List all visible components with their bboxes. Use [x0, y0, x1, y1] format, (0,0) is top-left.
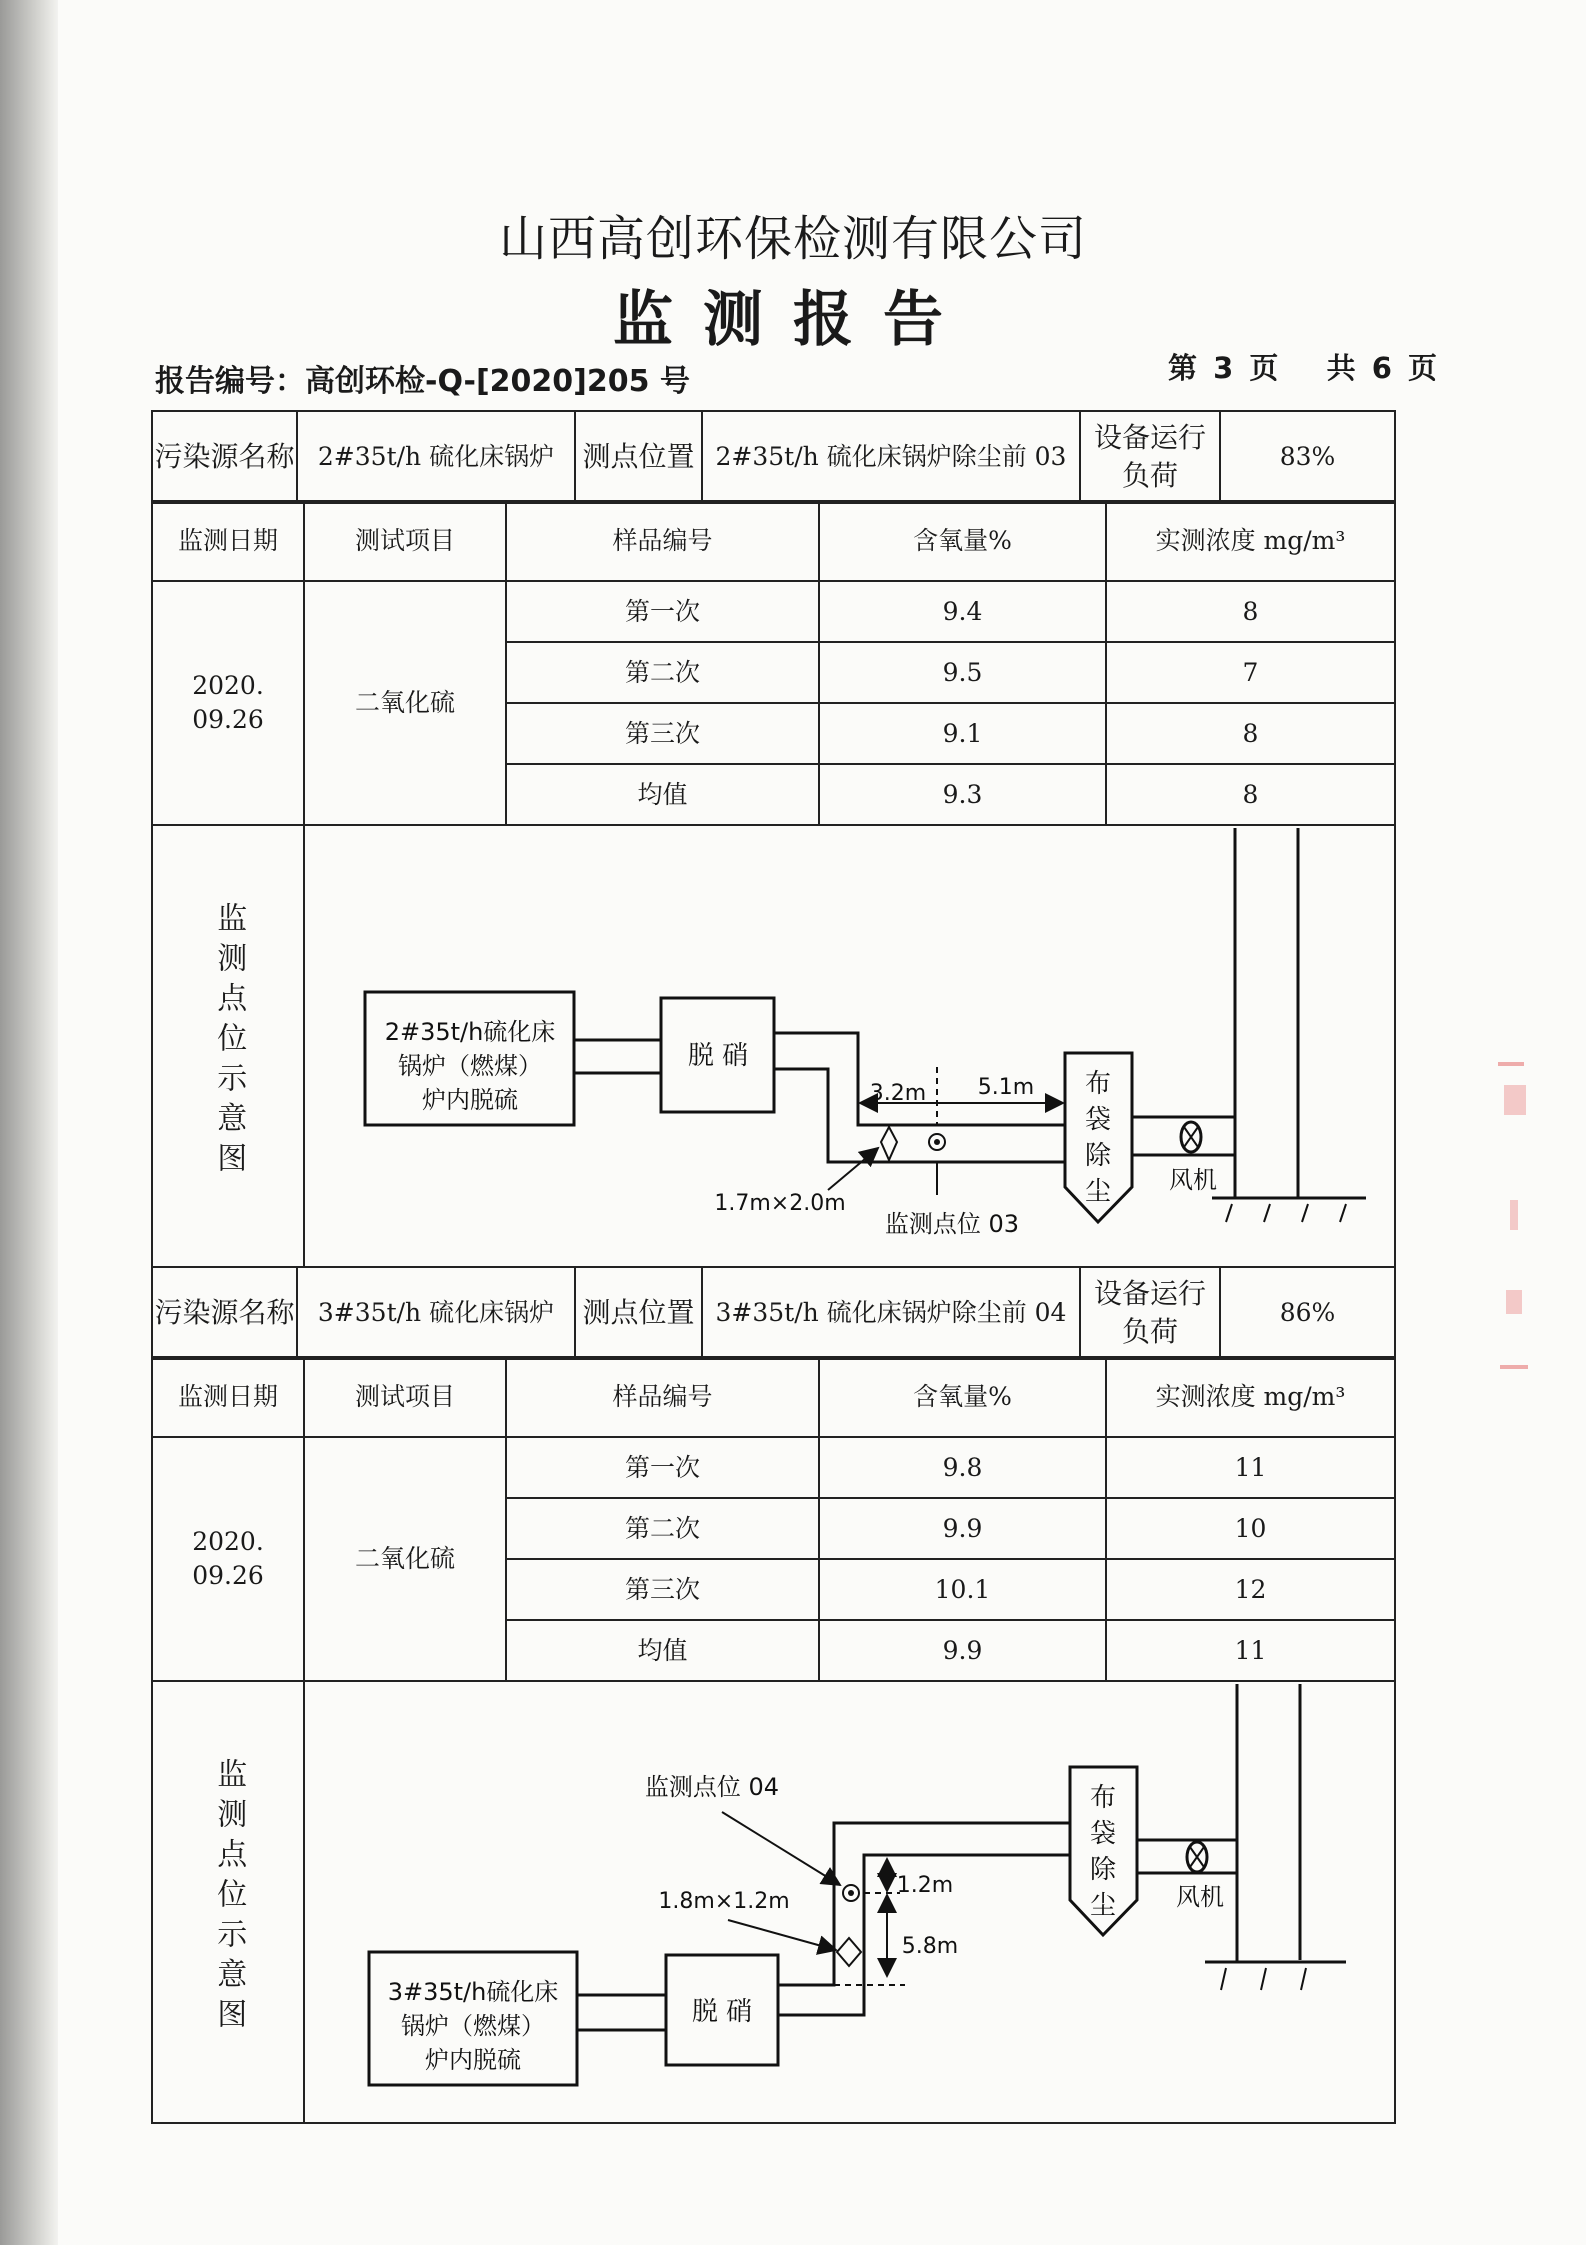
load-label: 设备运行负荷	[1080, 411, 1220, 503]
monitoring-point-label: 监测点位 04	[644, 1773, 780, 1801]
duct-section-icon	[837, 1938, 861, 1966]
denox-label: 脱 硝	[687, 1041, 749, 1071]
sample-cell: 均值	[506, 1620, 819, 1681]
oxygen-cell: 9.1	[819, 703, 1106, 764]
oxygen-cell: 9.5	[819, 642, 1106, 703]
concentration-cell: 12	[1106, 1559, 1395, 1620]
point-location-label: 测点位置	[575, 1267, 702, 1359]
company-name: 山西高创环保检测有限公司	[498, 211, 1087, 267]
svg-text:炉内脱硫: 炉内脱硫	[425, 2046, 521, 2074]
col-item: 测试项目	[304, 1357, 506, 1437]
sample-cell: 第一次	[506, 1437, 819, 1498]
page-total: 共 6 页	[1326, 351, 1438, 385]
duct	[778, 1823, 1070, 2015]
col-item: 测试项目	[304, 501, 506, 581]
oxygen-cell: 9.9	[819, 1620, 1106, 1681]
svg-text:5.1m: 5.1m	[977, 1075, 1035, 1100]
diagram-label: 监测点位示意图	[211, 901, 247, 1182]
duct-section-icon	[881, 1127, 897, 1160]
monitoring-point-label: 监测点位 03	[884, 1210, 1020, 1238]
svg-text:布: 布	[1089, 1783, 1117, 1813]
sample-cell: 第二次	[506, 642, 819, 703]
svg-text:锅炉（燃煤）: 锅炉（燃煤）	[401, 2012, 545, 2040]
date-value: 2020. 09.26	[152, 1437, 304, 1681]
source-name-label: 污染源名称	[152, 411, 297, 503]
stamp-fragment	[1504, 1085, 1526, 1115]
svg-text:除: 除	[1084, 1141, 1112, 1171]
sampling-point-icon	[843, 1885, 859, 1901]
diagram-04	[369, 1684, 1346, 2085]
load-value: 86%	[1220, 1267, 1395, 1359]
oxygen-cell: 9.3	[819, 764, 1106, 825]
svg-text:尘: 尘	[1084, 1177, 1112, 1207]
col-date: 监测日期	[152, 501, 304, 581]
date-value: 2020. 09.26	[152, 581, 304, 825]
sample-cell: 第二次	[506, 1498, 819, 1559]
svg-text:袋: 袋	[1089, 1819, 1117, 1849]
concentration-cell: 11	[1106, 1437, 1395, 1498]
concentration-cell: 8	[1106, 764, 1395, 825]
oxygen-cell: 9.8	[819, 1437, 1106, 1498]
item-value: 二氧化硫	[304, 1437, 506, 1681]
concentration-cell: 11	[1106, 1620, 1395, 1681]
oxygen-cell: 9.4	[819, 581, 1106, 642]
point-location-value: 3#35t/h 硫化床锅炉除尘前 04	[702, 1267, 1080, 1359]
svg-text:风机: 风机	[1176, 1883, 1224, 1911]
diagram-label: 监测点位示意图	[211, 1757, 247, 2038]
page-current: 第 3 页	[1168, 351, 1279, 385]
report-title: 监测报告	[613, 285, 973, 355]
col-sample: 样品编号	[506, 501, 819, 581]
col-oxygen: 含氧量%	[819, 501, 1106, 581]
source-name-value: 3#35t/h 硫化床锅炉	[297, 1267, 575, 1359]
svg-text:布: 布	[1084, 1069, 1112, 1099]
sample-cell: 均值	[506, 764, 819, 825]
load-label: 设备运行负荷	[1080, 1267, 1220, 1359]
stack	[1205, 1684, 1346, 1962]
stamp-fragment	[1506, 1290, 1522, 1314]
svg-text:5.8m: 5.8m	[901, 1934, 959, 1959]
svg-text:3#35t/h硫化床: 3#35t/h硫化床	[387, 1978, 559, 2006]
stack	[1212, 828, 1366, 1198]
source-name-label: 污染源名称	[152, 1267, 297, 1359]
col-concentration: 实测浓度 mg/m³	[1106, 1357, 1395, 1437]
sample-cell: 第一次	[506, 581, 819, 642]
stamp-fragment	[1510, 1200, 1518, 1230]
svg-text:3.2m: 3.2m	[869, 1081, 927, 1106]
svg-text:袋: 袋	[1084, 1105, 1112, 1135]
source-name-value: 2#35t/h 硫化床锅炉	[297, 411, 575, 503]
fan-icon	[1181, 1122, 1201, 1152]
diagram-03	[365, 828, 1366, 1238]
sample-cell: 第三次	[506, 1559, 819, 1620]
col-oxygen: 含氧量%	[819, 1357, 1106, 1437]
svg-text:1.8m×1.2m: 1.8m×1.2m	[658, 1889, 790, 1914]
stamp-fragment	[1498, 1062, 1524, 1066]
sampling-point-icon	[929, 1134, 945, 1150]
oxygen-cell: 10.1	[819, 1559, 1106, 1620]
fan-label: 风机	[1169, 1166, 1217, 1194]
boiler-label-line2: 锅炉（燃煤）	[398, 1052, 542, 1080]
concentration-cell: 8	[1106, 581, 1395, 642]
report-number-value: 高创环检-Q-[2020]205 号	[305, 364, 690, 399]
svg-text:1.7m×2.0m: 1.7m×2.0m	[714, 1191, 846, 1216]
col-date: 监测日期	[152, 1357, 304, 1437]
col-sample: 样品编号	[506, 1357, 819, 1437]
load-value: 83%	[1220, 411, 1395, 503]
item-value: 二氧化硫	[304, 581, 506, 825]
report-number-label: 报告编号：	[155, 364, 305, 399]
concentration-cell: 10	[1106, 1498, 1395, 1559]
svg-text:1.2m: 1.2m	[896, 1873, 954, 1898]
fan-icon	[1187, 1842, 1207, 1872]
point-location-label: 测点位置	[575, 411, 702, 503]
svg-text:尘: 尘	[1089, 1891, 1117, 1921]
boiler-label-line3: 炉内脱硫	[422, 1086, 518, 1114]
oxygen-cell: 9.9	[819, 1498, 1106, 1559]
boiler-label-line1: 2#35t/h硫化床	[384, 1018, 556, 1046]
concentration-cell: 7	[1106, 642, 1395, 703]
stamp-fragment	[1500, 1365, 1528, 1369]
svg-text:脱 硝: 脱 硝	[691, 1997, 753, 2027]
concentration-cell: 8	[1106, 703, 1395, 764]
svg-text:除: 除	[1089, 1855, 1117, 1885]
point-location-value: 2#35t/h 硫化床锅炉除尘前 03	[702, 411, 1080, 503]
col-concentration: 实测浓度 mg/m³	[1106, 501, 1395, 581]
sample-cell: 第三次	[506, 703, 819, 764]
